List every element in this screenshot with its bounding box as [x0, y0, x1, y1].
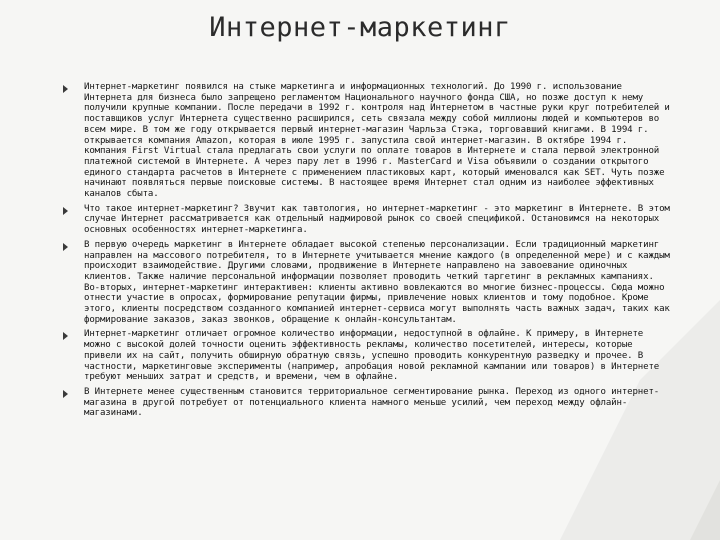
bullet-text: В первую очередь маркетинг в Интернете обладает высокой степенью персонализации. Если традиционный маркетинг направлен на массового потребителя, то в Интернете учитывается мнение каждого (в определенной мере) и с каждым происходит взаимодействие. Другими словами, продвижение в Интернете направлено на завоевание одиночных клиентов. Также наличие персональной информации позволяет проводить четкий таргетинг в рекламных кампаниях. Во-вторых, интернет-маркетинг интерактивен: клиенты активно вовлекаются во многие бизнес-процессы. Сюда можно отнести участие в опросах, формирование репутации фирмы, привлечение новых клиентов и тому подобное. Кроме этого, клиенты посредством созданного компанией интернет-сервиса могут выполнять часть важных задач, таких как формирование заказов, заказ звонков, обращение к онлайн-консультантам.	[84, 239, 670, 325]
bullet-item	[62, 240, 672, 326]
slide-title: Интернет-маркетинг	[209, 12, 511, 43]
bullet-item	[62, 387, 672, 419]
bullet-item	[62, 329, 672, 383]
bullet-item	[62, 204, 672, 236]
bullet-arrow-icon	[63, 332, 68, 340]
bullet-text: В Интернете менее существенным становится территориальное сегментирование рынка. Переход из одного интернет-магазина в другой потребует от потенциального клиента намного меньше усилий, чем переход между офлайн-магазинами.	[84, 386, 660, 419]
bullet-item	[62, 82, 672, 200]
bullet-arrow-icon	[63, 243, 68, 251]
bullet-text: Что такое интернет-маркетинг? Звучит как тавтология, но интернет-маркетинг - это маркетинг в Интернете. В этом случае Интернет рассматривается как отдельный надмировой рынок со своей спецификой. Остановимся на некоторых основных особенностях интернет-маркетинга.	[84, 203, 670, 236]
bullet-arrow-icon	[63, 85, 68, 93]
bullet-text: Интернет-маркетинг появился на стыке маркетинга и информационных технологий. До 1990 г. использование Интернета для бизнеса было запрещено регламентом Национального научного фонда США, но позже доступ к нему получили крупные компании. После передачи в 1992 г. контроля над Интернетом в частные руки круг потребителей и поставщиков услуг Интернета существенно расширился, сеть связала между собой миллионы людей и компьютеров во всем мире. В том же году открывается первый интернет-магазин Чарльза Стэка, торговавший книгами. В 1994 г. открывается компания Amazon, которая в июле 1995 г. запустила свой интернет-магазин. В октябре 1994 г. компания First Virtual стала предлагать свои услуги по оплате товаров в Интернете и стала первой электронной платежной системой в Интернете. А через пару лет в 1996 г. MasterCard и Visa объявили о создании открытого единого стандарта расчетов в Интернете с применением пластиковых карт, который именовался как SET. Чуть позже начинают появляться первые поисковые системы. В настоящее время Интернет стал одним из наиболее эффективных каналов сбыта.	[84, 82, 670, 200]
bullet-arrow-icon	[63, 390, 68, 398]
bullet-list	[62, 82, 672, 423]
bullet-text: Интернет-маркетинг отличает огромное количество информации, недоступной в офлайне. К примеру, в Интернете можно с высокой долей точности оценить эффективность рекламы, количество посетителей, интересы, которые привели их на сайт, получить обширную обратную связь, успешно проводить конкурентную разведку и прочее. В частности, маркетинговые эксперименты (например, апробация новой рекламной кампании или товаров) в Интернете требуют меньших затрат и средств, и времени, чем в офлайне.	[84, 329, 660, 383]
bullet-arrow-icon	[63, 207, 68, 215]
